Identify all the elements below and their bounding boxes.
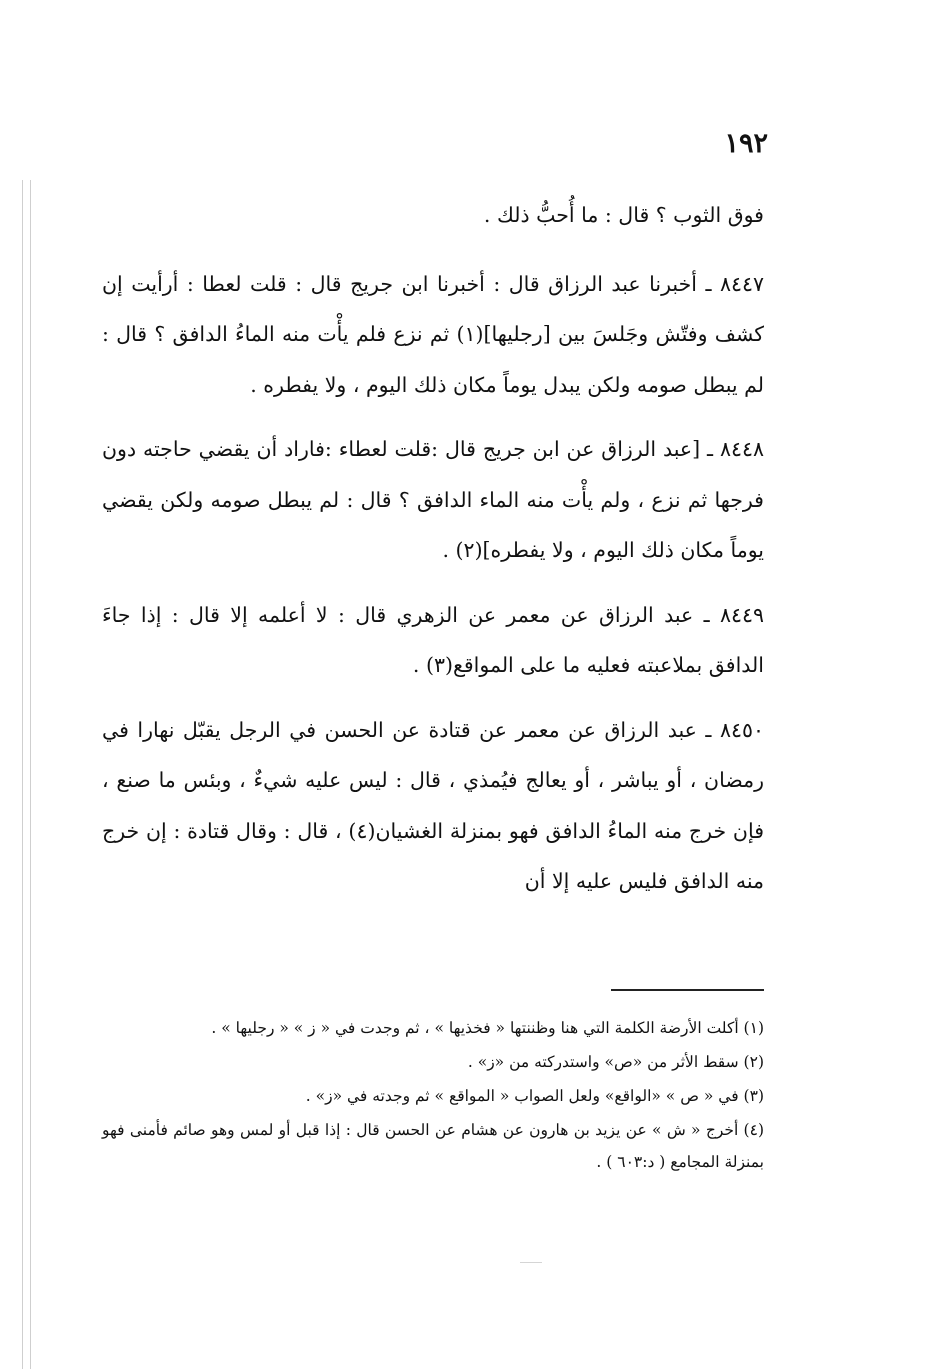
footnotes [102,1012,764,1180]
footnote-separator [611,989,764,991]
paragraph-8447: ٨٤٤٧ ـ أخبرنا عبد الرزاق قال : أخبرنا ابن جريج قال : قلت لعطا : أرأيت إن كشف وفتّش وجَلسَ بين [رجليها](١) ثم نزع فلم يأْت منه الماءُ الدافق ؟ قال : لم يبطل صومه ولكن يبدل يوماً مكان ذلك اليوم ، ولا يفطره . [102,271,764,397]
main-text [102,190,764,921]
footnote-1: (١) أكلت الأرضة الكلمة التي هنا وظننتها « فخذيها » ، ثم وجدت في « ز » « رجليها » . [211,1019,764,1037]
margin-line [30,180,31,1369]
paragraph-8449: ٨٤٤٩ ـ عبد الرزاق عن معمر عن الزهري قال : لا أعلمه إلا قال : إذا جاءَ الدافق بملاعبته فعليه ما على المواقع(٣) . [102,602,764,677]
margin-line [22,180,23,1369]
paragraph-8450: ٨٤٥٠ ـ عبد الرزاق عن معمر عن قتادة عن الحسن في الرجل يقبّل نهارا في رمضان ، أو يباشر ، أو يعالج فيُمذي ، قال : ليس عليه شيءٌ ، وبئس ما صنع ، فإن خرج منه الماءُ الدافق فهو بمنزلة الغشيان(٤) ، قال : وقال قتادة : إن خرج منه الدافق فليس عليه إلا أن [102,717,765,893]
bottom-mark [520,1262,542,1263]
page-number: ١٩٢ [724,128,768,159]
paragraph-8448: ٨٤٤٨ ـ [عبد الرزاق عن ابن جريج قال :قلت لعطاء :فاراد أن يقضي حاجته دون فرجها ثم نزع ، ولم يأْت منه الماء الدافق ؟ قال : لم يبطل صومه ولكن يقضي يوماً مكان ذلك اليوم ، ولا يفطره](٢) . [102,437,764,562]
footnote-2: (٢) سقط الأثر من «ص» واستدركته من «ز» . [467,1053,764,1071]
footnote-4: (٤) أخرج « ش » عن يزيد بن هارون عن هشام عن الحسن قال : إذا قبل أو لمس وهو صائم فأمنى فهو بمنزلة المجامع ( د:٦٠٣ ) . [102,1121,764,1171]
paragraph-intro: فوق الثوب ؟ قال : ما أُحبُّ ذلك . [483,203,764,227]
footnote-3: (٣) في « ص » «الواقع» ولعل الصواب « المواقع » ثم وجدته في «ز» . [305,1087,764,1105]
